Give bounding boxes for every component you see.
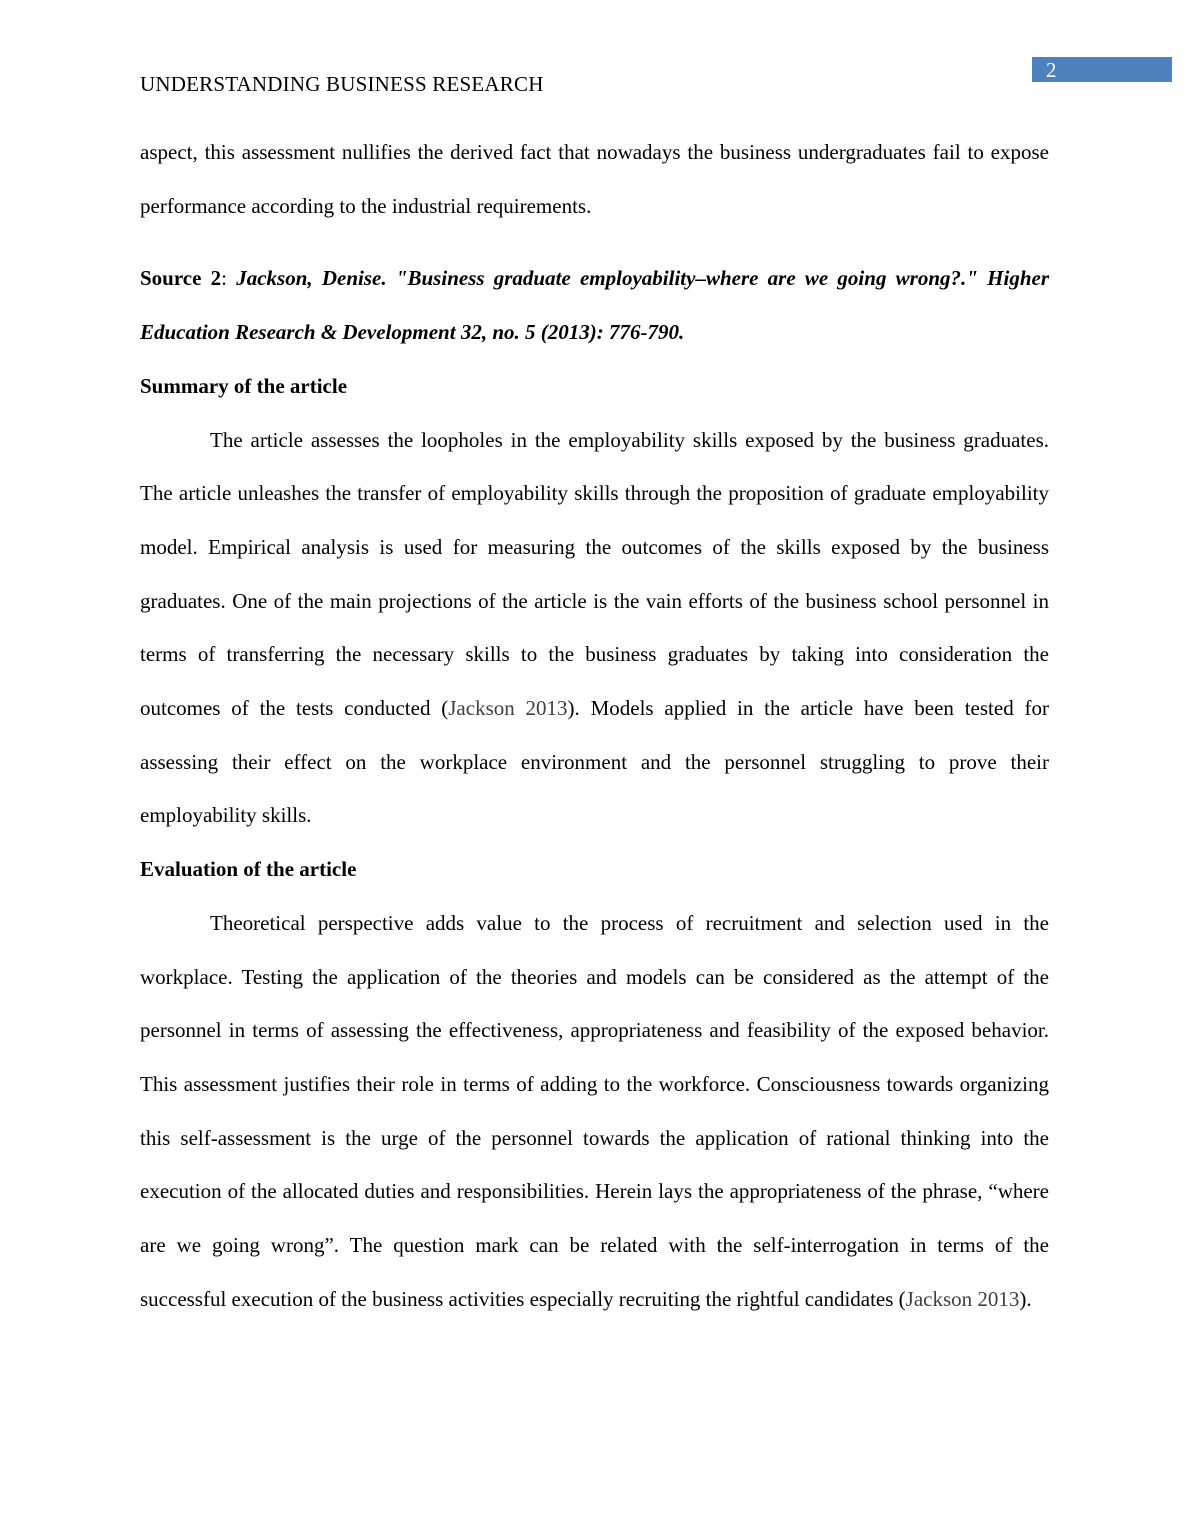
document-body: [140, 126, 1049, 1326]
summary-text-part1: The article assesses the loopholes in the employability skills exposed by the business graduates. The article unleashes the transfer of employability skills through the proposition of graduate employability model. Empirical analysis is used for measuring the outcomes of the skills exposed by the business graduates. One of the main projections of the article is the vain efforts of the business school personnel in terms of transferring the necessary skills to the business graduates by taking into consideration the outcomes of the tests conducted (: [140, 427, 1049, 721]
source-citation-paragraph: [140, 252, 1049, 359]
summary-paragraph: [140, 414, 1049, 844]
evaluation-heading: Evaluation of the article: [140, 857, 357, 882]
evaluation-text-part1: Theoretical perspective adds value to the process of recruitment and selection used in the workplace. Testing the application of the theories and models can be considered as the attempt of the personnel in terms of assessing the effectiveness, appropriateness and feasibility of the exposed behavior. This assessment justifies their role in terms of adding to the workforce. Consciousness towards organizing this self-assessment is the urge of the personnel towards the application of rational thinking into the execution of the allocated duties and responsibilities. Herein lays the appropriateness of the phrase, “where are we going wrong”. The question mark can be related with the self-interrogation in terms of the successful execution of the business activities especially recruiting the rightful candidates (: [140, 910, 1049, 1311]
page-number: 2: [1046, 58, 1057, 82]
evaluation-text-part2: ).: [1019, 1286, 1032, 1311]
running-head: UNDERSTANDING BUSINESS RESEARCH: [140, 72, 544, 96]
source-citation: Jackson, Denise. "Business graduate employability–where are we going wrong?." Higher Education Research & Development 32, no. 5 (2013): 776-790.: [140, 266, 1049, 345]
summary-text-part2: ). Models applied in the article have been tested for assessing their effect on the workplace environment and the personnel struggling to prove their employability skills.: [140, 696, 1049, 828]
source-separator: :: [221, 266, 237, 291]
source-label: Source 2: [140, 266, 222, 291]
evaluation-paragraph: [140, 897, 1049, 1327]
summary-in-text-citation: Jackson 2013: [448, 696, 568, 721]
summary-heading: Summary of the article: [140, 373, 348, 398]
evaluation-in-text-citation: Jackson 2013: [905, 1286, 1020, 1311]
continuation-paragraph: aspect, this assessment nullifies the derived fact that nowadays the business undergraduates fail to expose performance according to the industrial requirements.: [140, 140, 1049, 218]
